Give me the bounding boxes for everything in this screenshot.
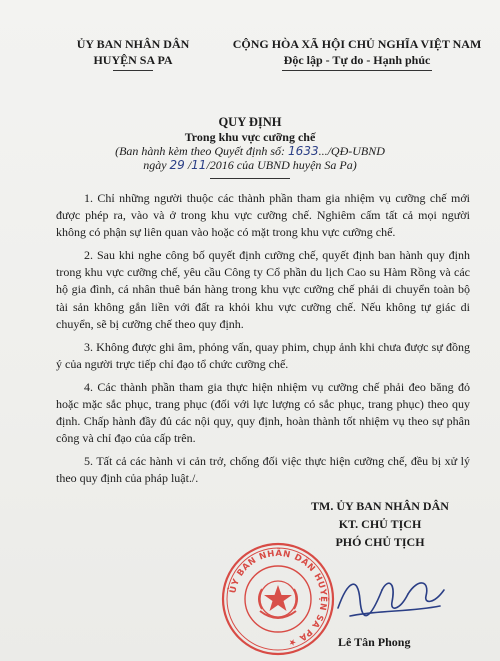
motto-underline (282, 70, 432, 71)
document-subtitle: Trong khu vực cưỡng chế (184, 130, 316, 144)
official-seal-icon (220, 541, 336, 657)
decree-suffix: .../QĐ-UBND (318, 144, 385, 158)
date-month: 11 (191, 158, 207, 172)
sig-line-1: TM. ỦY BAN NHÂN DÂN (311, 499, 449, 513)
regulation-item-4: 4. Các thành phần tham gia thực hiện nhiệm vụ cưỡng chế phải đeo băng đỏ hoặc mặc sắc phục, trang phục (đối với lực lượng có sắc phục, trang phục) theo quy định. Chấp hành đầy đủ các nội quy, quy định, hoàn thành tốt nhiệm vụ theo sự phân công và chỉ đạo của cấp trên. (56, 379, 470, 446)
national-header (222, 36, 492, 71)
national-title: CỘNG HÒA XÃ HỘI CHỦ NGHĨA VIỆT NAM (232, 37, 482, 51)
handwritten-signature-icon (330, 560, 450, 630)
signer-name: Lê Tân Phong (338, 635, 411, 649)
date-sep: / (184, 158, 192, 172)
date-prefix: ngày (143, 158, 170, 172)
title-underline (210, 178, 290, 179)
issuer-underline (113, 70, 153, 71)
national-motto: Độc lập - Tự do - Hạnh phúc (283, 53, 431, 67)
regulation-item-1: 1. Chỉ những người thuộc các thành phần tham gia nhiệm vụ cưỡng chế mới được phép ra, vào và ở trong khu vực cưỡng chế. Nghiêm cấm tất cả mọi người không có phận sự liên quan vào hoặc có mặt trong khu vực cưỡng chế. (56, 191, 470, 240)
regulation-item-2: 2. Sau khi nghe công bố quyết định cưỡng chế, quyết định ban hành quy định trong khu vực cưỡng chế, yêu cầu Công ty Cổ phần du lịch Cao su Hàm Rồng và các hộ gia đình, cá nhân thuê bán hàng trong khu vực cưỡng chế phải di chuyển toàn bộ tài sản không gắn liền với đất ra khỏi khu vực cưỡng chế. Nếu không tự giác di chuyển, sẽ bị cưỡng chế theo quy định. (56, 248, 470, 331)
decree-reference (0, 144, 500, 159)
issuer-header (58, 36, 208, 71)
issuer-line-1: ỦY BAN NHÂN DÂN (76, 37, 190, 51)
regulation-body (56, 190, 470, 494)
sig-line-2: KT. CHỦ TỊCH (338, 517, 422, 531)
issuer-line-2: HUYỆN SA PA (93, 53, 173, 67)
date-suffix: /2016 của UBND huyện Sa Pa) (206, 158, 357, 172)
sig-line-3: PHÓ CHỦ TỊCH (335, 535, 425, 549)
decree-prefix: (Ban hành kèm theo Quyết định số: (115, 144, 289, 158)
svg-text:ỦY BAN NHÂN DÂN HUYỆN SA PA ★: ỦY BAN NHÂN DÂN HUYỆN SA PA ★ (228, 548, 329, 648)
regulation-item-5: 5. Tất cả các hành vi cản trở, chống đối việc thực hiện cưỡng chế, đều bị xử lý theo quy định của pháp luật./. (56, 454, 470, 486)
regulation-item-3: 3. Không được ghi âm, phỏng vấn, quay phim, chụp ảnh khi chưa được sự đồng ý của người trực tiếp chỉ đạo tổ chức cưỡng chế. (56, 339, 470, 371)
date-day: 29 (169, 158, 185, 172)
document-title: QUY ĐỊNH (218, 115, 282, 129)
decree-number: 1633 (288, 144, 319, 158)
decree-date (0, 158, 500, 173)
